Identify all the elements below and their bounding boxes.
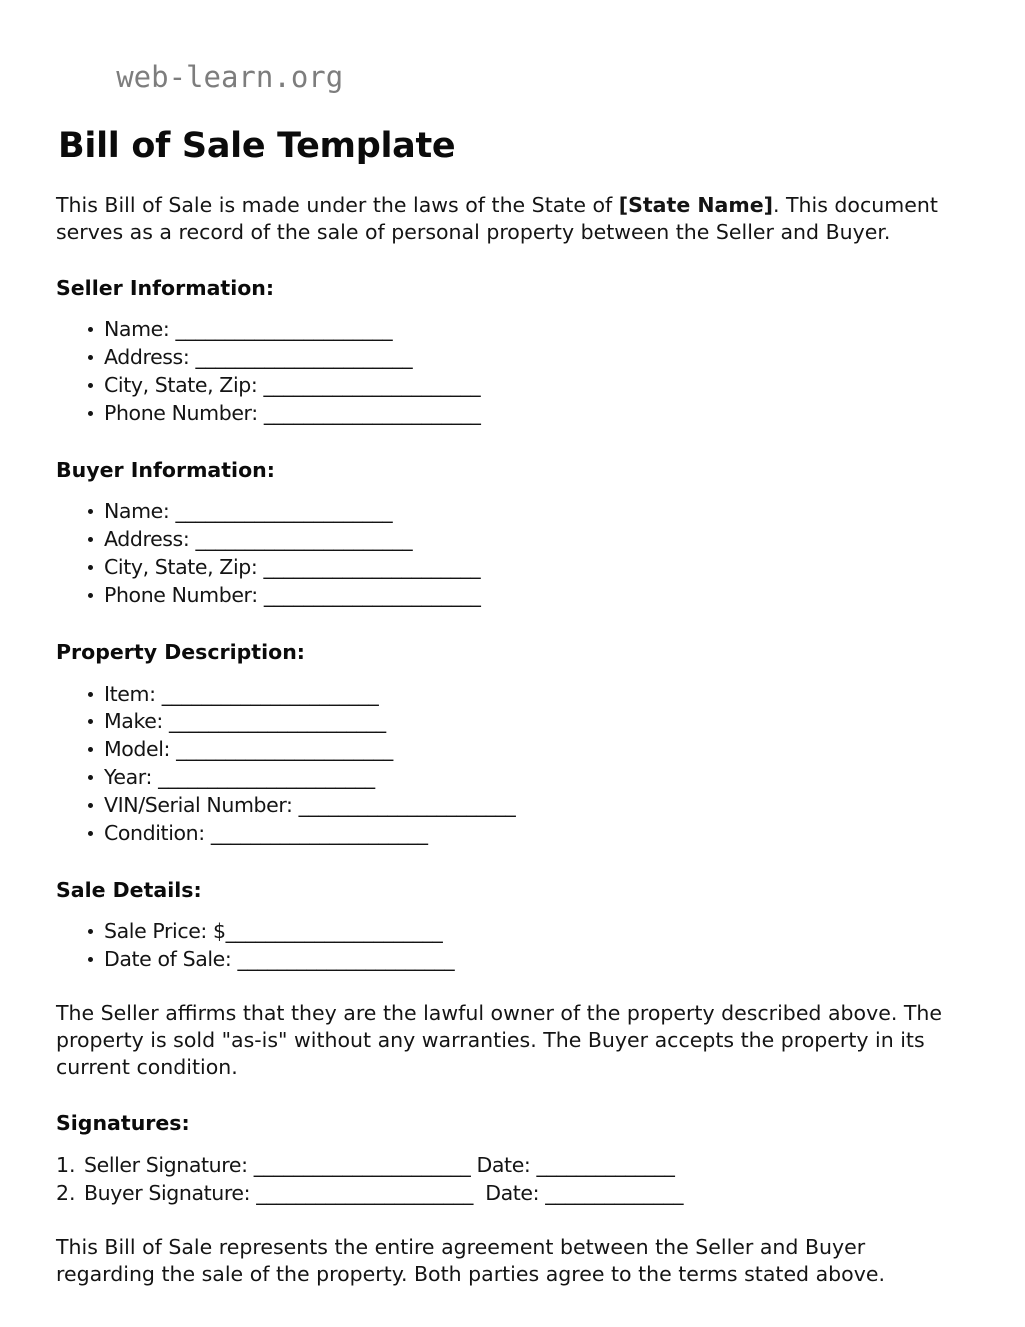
buyer-field-list <box>56 498 955 610</box>
property-field-list <box>56 681 955 848</box>
list-item <box>56 344 955 372</box>
section-heading-signatures: Signatures: <box>56 1111 190 1136</box>
list-item <box>56 316 955 344</box>
list-item <box>56 764 955 792</box>
site-brand <box>56 30 955 125</box>
sale-details-field-list <box>56 918 955 974</box>
field-buyer-phone: Phone Number: ______________________ <box>104 583 481 608</box>
section-heading-buyer: Buyer Information: <box>56 457 275 482</box>
list-item <box>56 918 955 946</box>
list-item <box>56 736 955 764</box>
field-seller-city-state-zip: City, State, Zip: ______________________ <box>104 373 481 398</box>
field-buyer-address: Address: ______________________ <box>104 527 413 552</box>
field-buyer-signature: Buyer Signature: ______________________ Date: ______________ <box>84 1180 684 1205</box>
list-item <box>56 554 955 582</box>
list-item <box>56 1180 955 1208</box>
field-property-make: Make: ______________________ <box>104 709 386 734</box>
field-property-year: Year: ______________________ <box>104 765 375 790</box>
intro-paragraph <box>56 192 955 246</box>
page-title: Bill of Sale Template <box>58 125 456 166</box>
signature-list <box>56 1152 955 1208</box>
closing-paragraph: This Bill of Sale represents the entire agreement between the Seller and Buyer regarding the sale of the property. Both parties agree to the terms stated above. <box>56 1234 885 1286</box>
site-brand-text: web-learn.org <box>116 59 344 94</box>
list-item <box>56 400 955 428</box>
section-heading-seller: Seller Information: <box>56 275 275 300</box>
list-item <box>56 498 955 526</box>
affirmation-paragraph: The Seller affirms that they are the lawful owner of the property described above. The property is sold "as-is" without any warranties. The Buyer accepts the property in its current condition. <box>56 1001 942 1080</box>
field-seller-signature: Seller Signature: ______________________ Date: ______________ <box>84 1152 675 1177</box>
list-item <box>56 792 955 820</box>
list-item <box>56 708 955 736</box>
section-heading-property: Property Description: <box>56 639 305 664</box>
seller-field-list <box>56 316 955 428</box>
list-item <box>56 681 955 709</box>
field-seller-name: Name: ______________________ <box>104 317 393 342</box>
field-property-vin: VIN/Serial Number: ______________________ <box>104 793 516 818</box>
list-item <box>56 820 955 848</box>
field-property-model: Model: ______________________ <box>104 737 393 762</box>
field-date-of-sale: Date of Sale: ______________________ <box>104 947 455 972</box>
list-item <box>56 582 955 610</box>
field-seller-address: Address: ______________________ <box>104 345 413 370</box>
intro-text-before: This Bill of Sale is made under the laws of the State of <box>56 192 619 217</box>
field-sale-price: Sale Price: $______________________ <box>104 919 443 944</box>
field-property-item: Item: ______________________ <box>104 681 379 706</box>
list-item <box>56 1152 955 1180</box>
field-property-condition: Condition: ______________________ <box>104 820 428 845</box>
section-heading-sale-details: Sale Details: <box>56 877 202 902</box>
field-buyer-city-state-zip: City, State, Zip: ______________________ <box>104 555 481 580</box>
intro-text-after: . This document serves as a record of the sale of personal property between the Seller and Buyer. <box>56 192 938 244</box>
field-buyer-name: Name: ______________________ <box>104 499 393 524</box>
list-item <box>56 946 955 974</box>
list-item <box>56 372 955 400</box>
field-seller-phone: Phone Number: ______________________ <box>104 401 481 425</box>
list-item <box>56 526 955 554</box>
state-name-placeholder: [State Name] <box>618 192 773 217</box>
